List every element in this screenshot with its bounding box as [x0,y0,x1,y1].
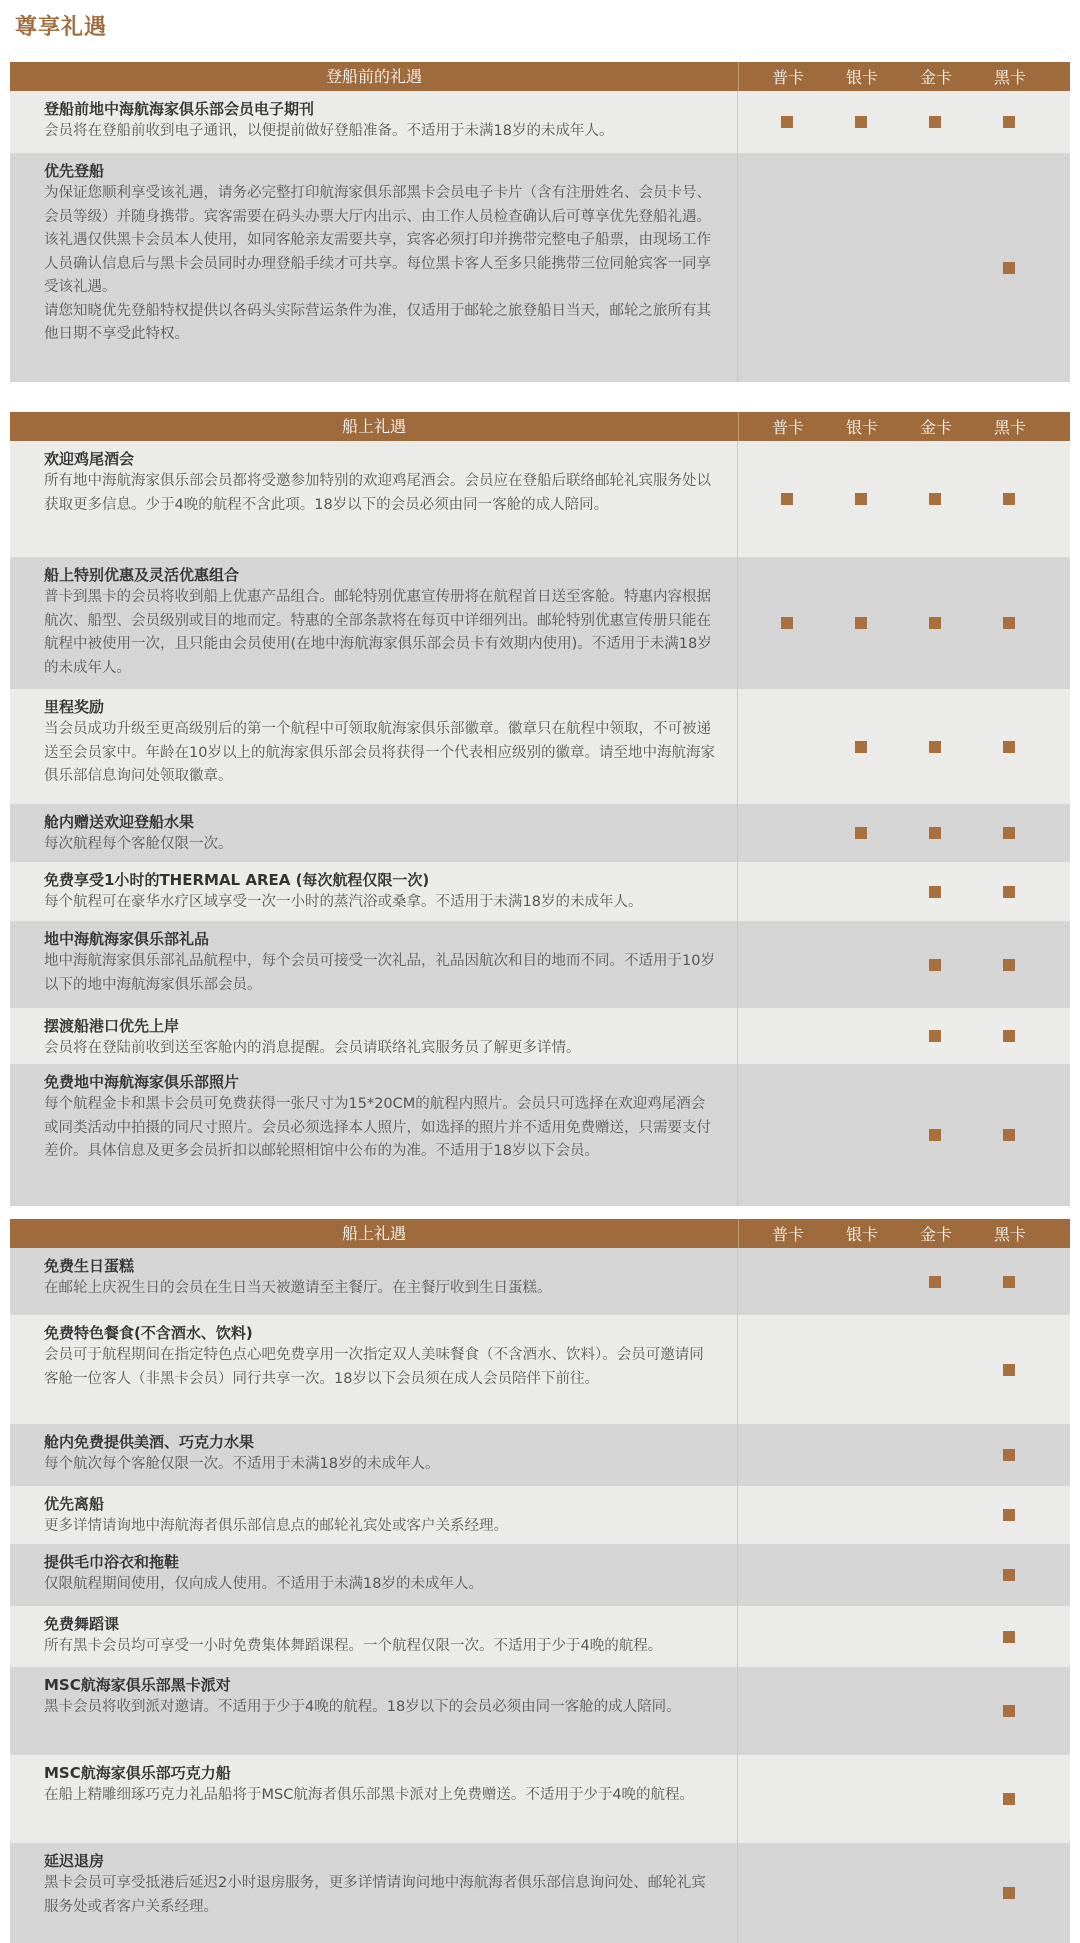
section-heading: 登船前的礼遇 [10,62,739,91]
benefit-title: 优先登船 [44,162,105,180]
included-square-icon [1003,1793,1015,1805]
benefit-title: MSC航海家俱乐部巧克力船 [44,1764,231,1782]
benefit-description: 每次航程每个客舱仅限一次。 [44,836,233,852]
tier-cell [972,617,1046,629]
tier-cell [898,116,972,128]
benefit-cell [10,1248,738,1315]
table-row [10,804,1070,862]
tier-cell [972,262,1046,274]
tier-header: 普卡 [771,1225,804,1244]
benefit-description: 普卡到黑卡的会员将收到船上优惠产品组合。邮轮特别优惠宣传册将在航程首日送至客舱。特惠内容根据航次、船型、会员级别或目的地而定。特惠的全部条款将在每页中详细列出。邮轮特别优惠宣传册只能在航程中被使用一次，且只能由会员使用(在地中海航海家俱乐部会员卡有效期内使用)。不适用于未满18岁的未成年人。 [44,589,712,676]
table-row [10,1248,1070,1315]
benefit-title: 地中海航海家俱乐部礼品 [44,930,210,948]
tier-cell [972,1449,1046,1461]
benefit-description: 所有地中海航海家俱乐部会员都将受邀参加特别的欢迎鸡尾酒会。会员应在登船后联络邮轮礼宾服务处以获取更多信息。少于4晚的航程不含此项。18岁以下的会员必须由同一客舱的成人陪同。 [44,473,711,513]
table-row [10,1843,1070,1943]
benefit-cell [10,1008,738,1064]
tier-cell [898,1030,972,1042]
tier-cell [898,827,972,839]
table-row [10,921,1070,1008]
table-row [10,1486,1070,1544]
tier-cell [750,617,824,629]
tier-header: 普卡 [771,418,804,437]
tier-marks [738,153,1046,382]
table-row [10,441,1070,557]
table-row [10,1315,1070,1424]
included-square-icon [1003,1705,1015,1717]
table-row [10,1667,1070,1755]
benefit-description: 每个航程金卡和黑卡会员可免费获得一张尺寸为15*20CM的航程内照片。会员只可选择在欢迎鸡尾酒会或同类活动中拍摄的同尺寸照片。会员必须选择本人照片，如选择的照片并不适用免费赠送，只需要支付差价。具体信息及更多会员折扣以邮轮照相馆中公布的为准。不适用于18岁以下会员。 [44,1096,711,1159]
table-row [10,91,1070,153]
table-row [10,153,1070,382]
benefit-cell [10,1667,738,1755]
included-square-icon [929,741,941,753]
tier-cell [824,741,898,753]
benefit-title: 提供毛巾浴衣和拖鞋 [44,1553,180,1571]
tier-cell [898,493,972,505]
tier-marks [738,689,1046,804]
benefit-description: 黑卡会员可享受抵港后延迟2小时退房服务，更多详情请询问地中海航海者俱乐部信息询问处、邮轮礼宾服务处或者客户关系经理。 [44,1875,706,1915]
tier-cell [972,1509,1046,1521]
tier-marks [738,1424,1046,1486]
tier-cell [972,741,1046,753]
included-square-icon [929,493,941,505]
tier-header: 金卡 [919,418,952,437]
benefit-cell [10,91,738,153]
included-square-icon [1003,827,1015,839]
benefit-title: 欢迎鸡尾酒会 [44,450,135,468]
benefit-description: 为保证您顺利享受该礼遇，请务必完整打印航海家俱乐部黑卡会员电子卡片（含有注册姓名、会员卡号、会员等级）并随身携带。宾客需要在码头办票大厅内出示、由工作人员检查确认后可尊享优先登船礼遇。该礼遇仅供黑卡会员本人使用，如同客舱亲友需要共享，宾客必须打印并携带完整电子船票，由现场工作人员确认信息后与黑卡会员同时办理登船手续才可共享。每位黑卡客人至多只能携带三位同舱宾客一同享受该礼遇。 [44,185,711,295]
included-square-icon [929,1276,941,1288]
included-square-icon [855,116,867,128]
included-square-icon [929,886,941,898]
tier-cell [972,1276,1046,1288]
table-row [10,557,1070,689]
benefit-cell [10,441,738,557]
tier-cell [824,493,898,505]
tier-marks [738,804,1046,862]
included-square-icon [1003,1129,1015,1141]
tier-cell [972,827,1046,839]
benefit-cell [10,804,738,862]
tier-cell [824,827,898,839]
tier-cell [972,116,1046,128]
benefit-title: 免费特色餐食(不含酒水、饮料) [44,1324,253,1342]
benefit-title: 免费地中海航海家俱乐部照片 [44,1073,240,1091]
benefit-cell [10,1755,738,1843]
tier-marks [738,91,1046,153]
benefit-description: 黑卡会员将收到派对邀请。不适用于少于4晚的航程。18岁以下的会员必须由同一客舱的成人陪同。 [44,1699,681,1715]
tier-marks [738,1315,1046,1424]
benefit-description: 仅限航程期间使用，仅向成人使用。不适用于未满18岁的未成年人。 [44,1576,483,1592]
included-square-icon [1003,1364,1015,1376]
benefit-description: 每个航次每个客舱仅限一次。不适用于未满18岁的未成年人。 [44,1456,440,1472]
tier-cell [972,886,1046,898]
included-square-icon [1003,1887,1015,1899]
table-row [10,1544,1070,1606]
benefit-title: 免费生日蛋糕 [44,1257,135,1275]
benefit-description: 更多详情请询地中海航海者俱乐部信息点的邮轮礼宾处或客户关系经理。 [44,1518,508,1534]
tier-cell [750,116,824,128]
benefit-cell [10,1424,738,1486]
tier-cell [898,1129,972,1141]
page-title: 尊享礼遇 [15,15,108,40]
included-square-icon [929,827,941,839]
included-square-icon [1003,886,1015,898]
tier-cell [972,1887,1046,1899]
tier-marks [738,1843,1046,1943]
table-row [10,1064,1070,1206]
benefit-description: 会员将在登船前收到电子通讯，以便提前做好登船准备。不适用于未满18岁的未成年人。 [44,123,614,139]
tier-marks [738,1248,1046,1315]
benefit-cell [10,862,738,921]
tier-cell [972,1364,1046,1376]
included-square-icon [1003,1276,1015,1288]
benefit-cell [10,1486,738,1544]
section-heading: 船上礼遇 [10,1219,739,1248]
included-square-icon [1003,959,1015,971]
benefits-table [10,62,1070,382]
tier-marks [738,921,1046,1008]
tier-marks [738,1606,1046,1667]
benefit-description: 在船上精雕细琢巧克力礼品船将于MSC航海者俱乐部黑卡派对上免费赠送。不适用于少于4晚的航程。 [44,1787,695,1803]
tier-marks [738,1667,1046,1755]
benefits-table [10,412,1070,1206]
tier-cell [898,617,972,629]
benefit-title: 延迟退房 [44,1852,105,1870]
included-square-icon [781,617,793,629]
benefit-description: 地中海航海家俱乐部礼品航程中，每个会员可接受一次礼品，礼品因航次和目的地而不同。不适用于10岁以下的地中海航海家俱乐部会员。 [44,953,715,993]
benefit-description: 所有黑卡会员均可享受一小时免费集体舞蹈课程。一个航程仅限一次。不适用于少于4晚的航程。 [44,1638,663,1654]
benefit-cell [10,153,738,382]
tier-cell [972,493,1046,505]
benefit-title: 免费享受1小时的THERMAL AREA (每次航程仅限一次) [44,871,430,889]
benefit-title: 舱内赠送欢迎登船水果 [44,813,195,831]
tier-cell [972,1793,1046,1805]
table-row [10,862,1070,921]
tier-cell [898,959,972,971]
included-square-icon [1003,617,1015,629]
benefit-cell [10,689,738,804]
tier-cell [972,1569,1046,1581]
benefit-title: 舱内免费提供美酒、巧克力水果 [44,1433,255,1451]
tier-marks [738,1064,1046,1206]
tier-cell [824,617,898,629]
tier-header: 普卡 [771,68,804,87]
benefit-description: 每个航程可在豪华水疗区域享受一次一小时的蒸汽浴或桑拿。不适用于未满18岁的未成年人。 [44,894,643,910]
tier-cell [972,1631,1046,1643]
tier-marks [738,1755,1046,1843]
tier-header: 黑卡 [993,1225,1026,1244]
benefit-cell [10,1843,738,1943]
tier-marks [738,1008,1046,1064]
included-square-icon [855,741,867,753]
tier-cell [898,1276,972,1288]
included-square-icon [855,617,867,629]
benefit-cell [10,1606,738,1667]
benefit-cell [10,1544,738,1606]
benefit-cell [10,921,738,1008]
table-row [10,689,1070,804]
tier-marks [738,441,1046,557]
benefit-title: 优先离船 [44,1495,105,1513]
tier-header: 金卡 [919,68,952,87]
benefit-note: 请您知晓优先登船特权提供以各码头实际营运条件为准，仅适用于邮轮之旅登船日当天，邮轮之旅所有其他日期不享受此特权。 [44,302,711,342]
included-square-icon [929,116,941,128]
tier-header: 银卡 [845,68,878,87]
included-square-icon [1003,262,1015,274]
benefit-title: 免费舞蹈课 [44,1615,120,1633]
benefit-cell [10,1315,738,1424]
benefit-title: 里程奖励 [44,698,105,716]
table-row [10,1008,1070,1064]
tier-header: 银卡 [845,1225,878,1244]
benefit-cell [10,557,738,689]
tier-marks [738,1544,1046,1606]
benefit-description: 当会员成功升级至更高级别后的第一个航程中可领取航海家俱乐部徽章。徽章只在航程中领取，不可被递送至会员家中。年龄在10岁以上的航海家俱乐部会员将获得一个代表相应级别的徽章。请至地中海航海家俱乐部信息询问处领取徽章。 [44,721,715,784]
tier-cell [824,116,898,128]
included-square-icon [781,493,793,505]
included-square-icon [855,827,867,839]
table-header [10,412,1070,441]
section-heading: 船上礼遇 [10,412,739,441]
tier-cell [972,1030,1046,1042]
benefit-description: 会员可于航程期间在指定特色点心吧免费享用一次指定双人美味餐食（不含酒水、饮料）。会员可邀请同客舱一位客人（非黑卡会员）同行共享一次。18岁以下会员须在成人会员陪伴下前往。 [44,1347,704,1387]
included-square-icon [1003,1631,1015,1643]
benefit-title: 船上特别优惠及灵活优惠组合 [44,566,240,584]
included-square-icon [1003,116,1015,128]
included-square-icon [1003,1569,1015,1581]
included-square-icon [855,493,867,505]
tier-cell [972,1705,1046,1717]
tier-marks [738,1486,1046,1544]
tier-header: 金卡 [919,1225,952,1244]
benefit-title: 摆渡船港口优先上岸 [44,1017,180,1035]
tier-header: 黑卡 [993,68,1026,87]
table-header [10,62,1070,91]
included-square-icon [929,617,941,629]
included-square-icon [929,1030,941,1042]
benefit-cell [10,1064,738,1206]
benefits-table [10,1219,1070,1943]
included-square-icon [781,116,793,128]
included-square-icon [1003,1509,1015,1521]
tier-cell [898,886,972,898]
included-square-icon [1003,1449,1015,1461]
benefit-description: 在邮轮上庆祝生日的会员在生日当天被邀请至主餐厅。在主餐厅收到生日蛋糕。 [44,1280,552,1296]
tier-cell [972,1129,1046,1141]
table-row [10,1424,1070,1486]
tier-cell [972,959,1046,971]
included-square-icon [1003,1030,1015,1042]
tier-cell [750,493,824,505]
tier-marks [738,557,1046,689]
tier-header: 银卡 [845,418,878,437]
benefit-description: 会员将在登陆前收到送至客舱内的消息提醒。会员请联络礼宾服务员了解更多详情。 [44,1040,581,1056]
included-square-icon [1003,741,1015,753]
benefit-title: 登船前地中海航海家俱乐部会员电子期刊 [44,100,315,118]
included-square-icon [929,1129,941,1141]
tier-header: 黑卡 [993,418,1026,437]
table-row [10,1606,1070,1667]
table-row [10,1755,1070,1843]
table-header [10,1219,1070,1248]
benefit-title: MSC航海家俱乐部黑卡派对 [44,1676,231,1694]
included-square-icon [929,959,941,971]
included-square-icon [1003,493,1015,505]
tier-cell [898,741,972,753]
tier-marks [738,862,1046,921]
